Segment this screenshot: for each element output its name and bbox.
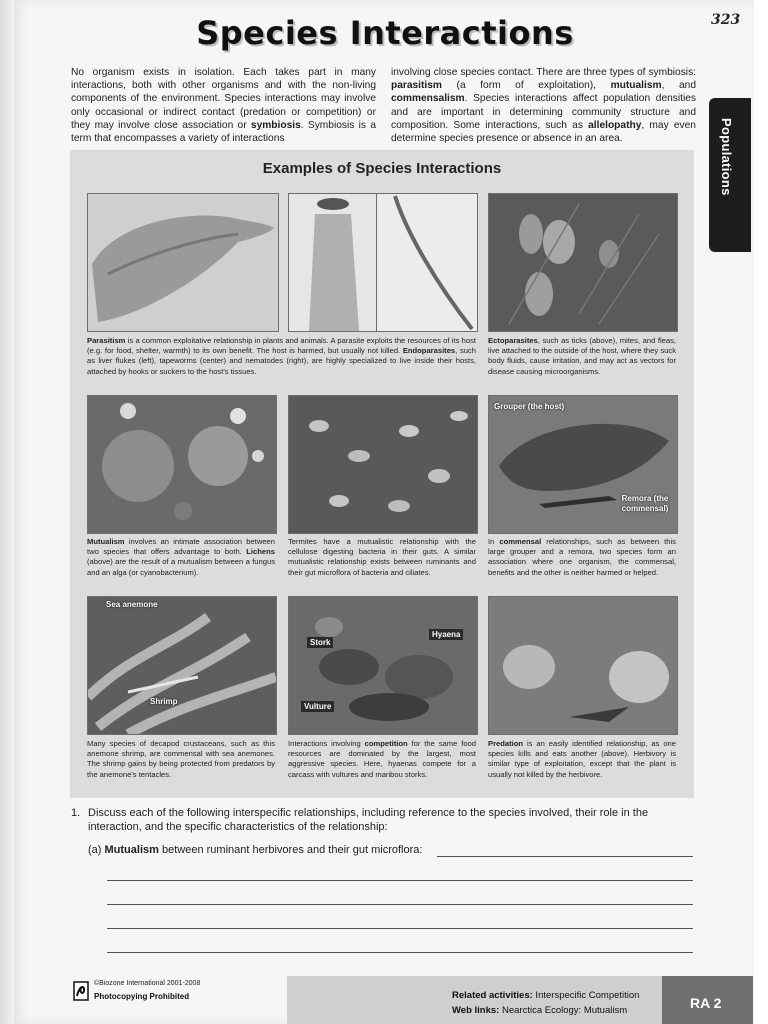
examples-panel (70, 150, 694, 798)
anemone-shrimp-photo (87, 596, 277, 735)
part-a-prompt: between ruminant herbivores and their gut microflora: (158, 844, 423, 856)
question-part-a (88, 844, 422, 856)
answer-line[interactable] (107, 952, 693, 953)
label-remora: Remora (the commensal) (621, 494, 669, 513)
weblinks-label: Web links: (452, 1005, 500, 1016)
answer-line[interactable] (107, 880, 693, 881)
label-sea-anemone: Sea anemone (106, 600, 158, 609)
tapeworm-photo (288, 193, 378, 332)
nematode-photo (376, 193, 478, 332)
related-activities (452, 990, 639, 1001)
grouper-remora-photo (488, 395, 678, 534)
question-text: Discuss each of the following interspecific relationships, including reference to the species involved, their role in the interaction, and the specific characteristics of the relationship: (88, 807, 649, 833)
answer-line[interactable] (437, 856, 693, 857)
caption-parasitism: Parasitism is a common exploitative relationship in plants and animals. A parasite exploits the resources of its host (e.g. for food, shelter, warmth) to its own benefit. The host is harmed, but usually not killed. Endoparasites, such as liver flukes (left), tapeworms (center) and nematodes (right), are highly specialized to live inside their hosts, attached by hooks or suckers to the host's tissues. (87, 336, 476, 376)
weblinks-link[interactable]: Nearctica Ecology: Mutualism (499, 1005, 628, 1016)
related-link[interactable]: Interspecific Competition (532, 990, 640, 1001)
page-number: 323 (711, 12, 741, 28)
book-spine-shadow (0, 0, 14, 1024)
photocopy-notice: Photocopying Prohibited (94, 992, 190, 1001)
label-grouper: Grouper (the host) (494, 402, 565, 411)
part-a-label: (a) (88, 844, 102, 856)
web-links (452, 1005, 627, 1016)
question-number: 1. (71, 807, 81, 819)
activity-code: RA 2 (690, 995, 722, 1011)
hyaena-competition-photo (288, 596, 478, 735)
copyright: ©Biozone International 2001-2008 (94, 980, 201, 987)
related-label: Related activities: (452, 990, 533, 1001)
label-hyaena: Hyaena (429, 629, 463, 640)
label-stork: Stork (307, 637, 333, 648)
page-title: Species Interactions (196, 14, 574, 52)
section-tab[interactable] (709, 98, 751, 252)
intro-paragraph-left: No organism exists in isolation. Each takes part in many interactions, both with other organisms and with the non-living components of the environment. Species interactions may involve only occasional or indirect contact (predation or competition) or they may involve close association or symbiosis. Symbiosis is a term that encompasses a variety of interactions (71, 67, 376, 145)
answer-line[interactable] (107, 928, 693, 929)
part-a-term: Mutualism (104, 844, 159, 856)
predation-photo (488, 596, 678, 735)
lichen-photo (87, 395, 277, 534)
caption-shrimp: Many species of decapod crustaceans, such as this anemone shrimp, are commensal with sea anemones. The shrimp gains by being protected from predators by the anemone's tentacles. (87, 739, 275, 779)
caption-termites: Termites have a mutualistic relationship with the cellulose digesting bacteria in their guts. A similar mutualistic relationship exists between ruminants and their gut microflora of bacteria and ciliates. (288, 537, 476, 577)
ticks-photo (488, 193, 678, 332)
termites-photo (288, 395, 478, 534)
label-shrimp: Shrimp (150, 697, 178, 706)
caption-competition: Interactions involving competition for the same food resources are dominated by the largest, most aggressive species. Here, hyaenas compete for a carcass with vultures and maribou storks. (288, 739, 476, 779)
examples-title: Examples of Species Interactions (262, 160, 502, 177)
label-vulture: Vulture (301, 701, 334, 712)
answer-line[interactable] (107, 904, 693, 905)
caption-commensal: In commensal relationships, such as between this large grouper and a remora, two species form an association where one organism, the commensal, benefits and the other is neither harmed or helped. (488, 537, 676, 577)
caption-ectoparasites: Ectoparasites, such as ticks (above), mites, and fleas, live attached to the outside of the host, where they suck body fluids, cause irritation, and may act as vectors for disease causing microorganisms. (488, 336, 676, 376)
liver-fluke-photo (87, 193, 279, 332)
section-tab-label: Populations (719, 118, 734, 196)
caption-predation: Predation is an easily identified relationship, as one species kills and eats another (above). Herbivory is similar type of exploitation, except that the plant is usually not killed by the herbivore. (488, 739, 676, 779)
intro-paragraph-right: involving close species contact. There are three types of symbiosis: parasitism (a form of exploitation), mutualism, and commensalism. Species interactions affect population densities and are important in determining community structure and composition. Some interactions, such as allelopathy, may even determine species presence or absence in an area. (391, 67, 696, 145)
caption-mutualism: Mutualism involves an intimate association between two species that offers advantage to both. Lichens (above) are the result of a mutualism between a fungus and an alga (or cyanobacterium). (87, 537, 275, 577)
biozone-logo-icon (72, 980, 90, 1002)
